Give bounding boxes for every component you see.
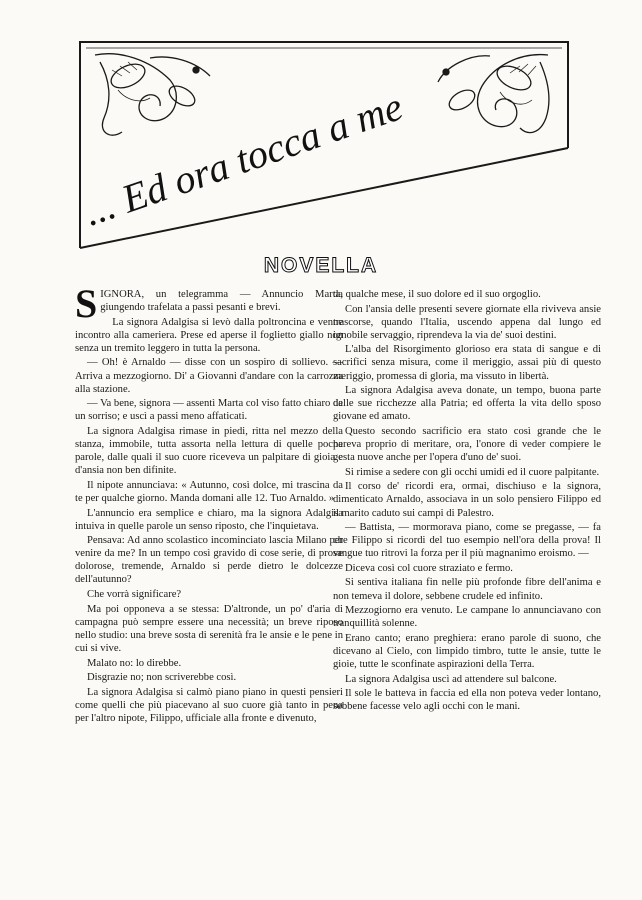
paragraph: L'alba del Risorgimento glorioso era stata di sangue e di sacrifici senza misura, come il meriggio, assai più di questo meriggio, promessa di gloria, ma vissuto in libertà. [333, 344, 601, 382]
paragraph: La signora Adalgisa aveva donate, un tempo, buona parte delle sue ricchezze alla Patria; ed offerta la vita dello sposo giovane ed amato. [333, 385, 601, 423]
paragraph: Che vorrà significare? [87, 589, 182, 601]
paragraph: La signora Adalgisa rimase in piedi, ritta nel mezzo della stanza, immobile, tutta assorta nella lettura di quelle poche parole, dalle quali il suo cuore riceveva un palpitare di gioia e d'ansia non ben difinite. [75, 425, 343, 477]
paragraph: La signora Adalgisa si calmò piano piano in questi pensieri come quelli che più piacevano al suo cuore già tanto in pena per l'altro nipote, Filippo, ufficiale alla fronte e divenuto, [75, 686, 343, 724]
section-heading: NOVELLA [263, 254, 379, 277]
paragraph: Si sentiva italiana fin nelle più profonde fibre dell'anima e non temeva il dolore, sebbene crudele ed infinito. [333, 577, 601, 602]
paragraph: Il corso de' ricordi era, ormai, dischiuso e la signora, dimenticato Arnaldo, associava in un solo pensiero Filippo ed il marito caduto sui campi di Palestro. [333, 481, 601, 519]
drop-cap: S [75, 281, 98, 326]
right-floral-ornament-icon [438, 55, 549, 133]
left-floral-ornament-icon [95, 54, 210, 135]
paragraph: Disgrazie no; non scriverebbe così. [87, 672, 237, 684]
paragraph: Ma poi opponeva a se stessa: D'altronde, un po' d'aria di campagna può sempre essere una necessità; un breve riposo nello studio: una breve sosta di serenità fra le ansie e le pene in cui si vive. [75, 603, 343, 654]
title-banner [0, 0, 642, 260]
title: ... Ed ora tocca a me [78, 83, 409, 235]
paragraph: La signora Adalgisa uscì ad attendere sul balcone. [345, 673, 557, 685]
paragraph: Erano canto; erano preghiera: erano parole di suono, che dicevano al Cielo, con limpido timbro, tutte le ansie, tutte le gioie, tutte le sconfinate aspirazioni della Terra. [333, 632, 601, 671]
paragraph: Con l'ansia delle presenti severe giornate ella riviveva ansie trascorse, quando l'Italia, uscendo appena dal lungo ed ignobile servaggio, riprendeva la via de' suoi destini. [333, 303, 601, 341]
paragraph: L'annuncio era semplice e chiaro, ma la signora Adalgisa intuiva in quelle parole un senso riposto, che l'inquietava. [75, 507, 343, 532]
right-column [333, 288, 601, 715]
paragraph: Il sole le batteva in faccia ed ella non poteva veder lontano, sebbene facesse velo agli occhi con le mani. [333, 688, 601, 713]
paragraph: Questo secondo sacrificio era stato così grande che le pareva proprio di meritare, ora, l'onore di veder compiere le gesta nuove anche per l'opera d'uno de' suoi. [333, 425, 601, 464]
paragraph: Malato no: lo direbbe. [87, 657, 182, 669]
paragraph: SIGNORA, un telegramma — Annuncio Marta, giungendo trafelata a passi pesanti e brevi. [75, 281, 343, 326]
paragraph: Il nipote annunciava: « Autunno, così dolce, mi trascina da te per qualche giorno. Manda domani alle 12. Tuo Arnaldo. » [75, 479, 343, 504]
paragraph: — Battista, — mormorava piano, come se pregasse, — fa che Filippo si ricordi del tuo esempio nell'ora della prova! Il sangue tuo ritrovi la forza per il più magnanimo eroismo. — [333, 522, 601, 560]
paragraph: Diceva così col cuore straziato e fermo. [345, 562, 513, 574]
paragraph: — Va bene, signora — assentì Marta col viso fatto chiaro da un sorriso; e uscì a passi meno affaticati. [75, 398, 343, 423]
paragraph: — Oh! è Arnaldo — disse con un sospiro di sollievo. — Arriva a mezzogiorno. Di' a Giovanni d'andare con la carrozza alla stazione. [75, 357, 343, 395]
paragraph: Si rimise a sedere con gli occhi umidi ed il cuore palpitante. [345, 466, 600, 478]
paragraph: La signora Adalgisa si levò dalla poltroncina e venne incontro alla cameriera. Prese ed aperse il foglietto giallo non senza un tremito leggero in tutta la persona. [75, 316, 343, 354]
paragraph: da qualche mese, il suo dolore ed il suo orgoglio. [333, 289, 541, 300]
paragraph: Pensava: Ad anno scolastico incominciato lascia Milano per venire da me? In un tempo così gravido di cose serie, di prove dolorose, tremende, Arnaldo si perde dietro le dolcezze dell'autunno? [75, 535, 343, 586]
left-column [75, 281, 343, 727]
paragraph: Mezzogiorno era venuto. Le campane lo annunciavano con tranquillità solenne. [333, 605, 601, 630]
